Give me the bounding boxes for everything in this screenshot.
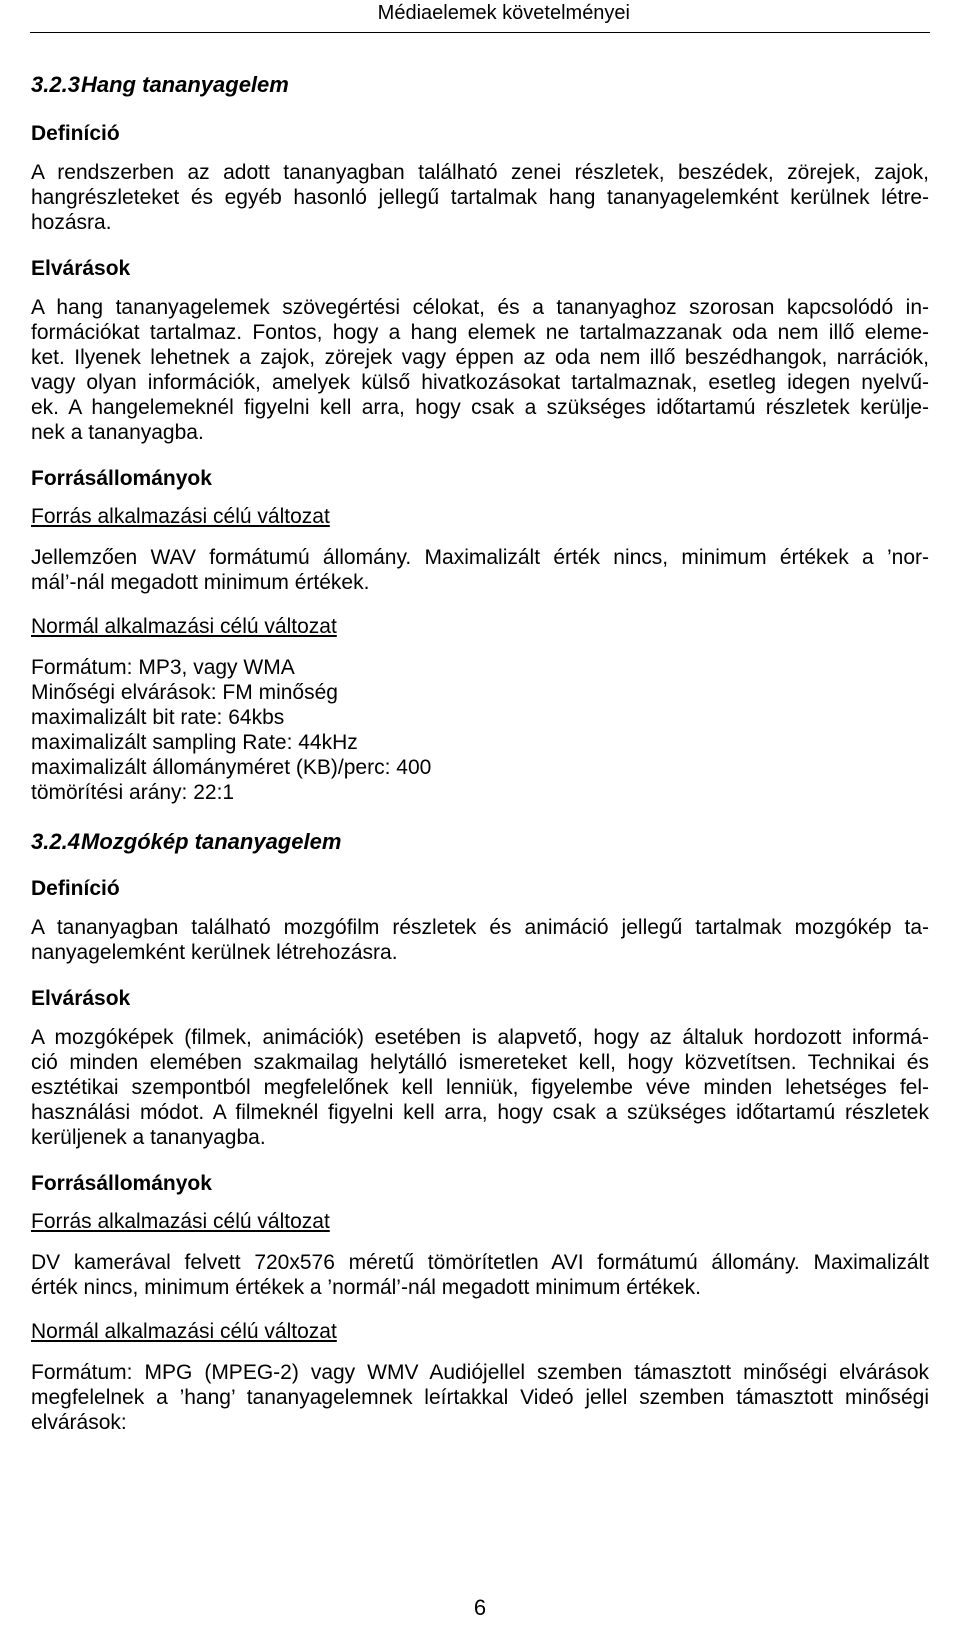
text-line: érték nincs, minimum értékek a ’normál’-nál megadott minimum értékek. xyxy=(31,1276,701,1299)
spec-line: tömörítési arány: 22:1 xyxy=(31,781,235,804)
spec-line: maximalizált sampling Rate: 44kHz xyxy=(31,731,358,754)
text-line: kerüljenek a tananyagba. xyxy=(31,1126,266,1149)
text-line: A mozgóképek (filmek, animációk) esetében is alapvető, hogy az általuk hordozott informá- xyxy=(31,1026,929,1049)
page-number: 6 xyxy=(473,1595,487,1620)
source-variant-paragraph xyxy=(31,545,929,595)
expectations-heading: Elvárások xyxy=(31,987,131,1010)
section-title-text: Hang tananyagelem xyxy=(81,72,289,97)
text-line: ket. Ilyenek lehetnek a zajok, zörejek vagy éppen az oda nem illő beszédhangok, narrációk, xyxy=(31,346,929,369)
source-variant-heading: Forrás alkalmazási célú változat xyxy=(31,505,330,528)
header-rule xyxy=(30,32,930,33)
text-line: megfelelnek a ’hang’ tananyagelemnek leírtakkal Videó jellel szemben támasztott minőségi xyxy=(31,1386,929,1409)
text-line: elvárások: xyxy=(31,1411,127,1434)
text-line: A rendszerben az adott tananyagban található zenei részletek, beszédek, zörejek, zajok, xyxy=(31,161,929,184)
text-line: hangrészleteket és egyéb hasonló jellegű tartalmak hang tananyagelemként kerülnek létre- xyxy=(31,186,929,209)
normal-variant-paragraph xyxy=(31,1360,929,1435)
text-line: hozásra. xyxy=(31,211,112,234)
spec-line: maximalizált állományméret (KB)/perc: 400 xyxy=(31,756,432,779)
page-content xyxy=(31,70,929,1435)
text-line: A tananyagban található mozgófilm részletek és animáció jellegű tartalmak mozgókép ta- xyxy=(31,916,929,939)
definition-paragraph xyxy=(31,160,929,235)
text-line: nek a tananyagba. xyxy=(31,421,204,444)
source-files-heading: Forrásállományok xyxy=(31,467,212,490)
text-line: DV kamerával felvett 720x576 méretű tömörítetlen AVI formátumú állomány. Maximalizált xyxy=(31,1251,929,1274)
section-title-text: Mozgókép tananyagelem xyxy=(81,829,342,854)
section-title-3-2-4 xyxy=(31,827,929,857)
section-number: 3.2.4 xyxy=(31,829,80,854)
definition-heading: Definíció xyxy=(31,122,120,145)
text-line: vagy olyan információk, amelyek külső hivatkozásokat tartalmaznak, esetleg idegen nyelvű- xyxy=(31,371,929,394)
normal-variant-heading: Normál alkalmazási célú változat xyxy=(31,1320,337,1343)
normal-variant-heading: Normál alkalmazási célú változat xyxy=(31,615,337,638)
section-title-3-2-3 xyxy=(31,70,929,100)
text-line: mál’-nál megadott minimum értékek. xyxy=(31,571,370,594)
expectations-paragraph xyxy=(31,295,929,445)
source-variant-heading: Forrás alkalmazási célú változat xyxy=(31,1210,330,1233)
source-variant-paragraph xyxy=(31,1250,929,1300)
definition-heading: Definíció xyxy=(31,877,120,900)
text-line: A hang tananyagelemek szövegértési célokat, és a tananyaghoz szorosan kapcsolódó in- xyxy=(31,296,929,319)
expectations-paragraph xyxy=(31,1025,929,1150)
definition-paragraph xyxy=(31,915,929,965)
spec-line: maximalizált bit rate: 64kbs xyxy=(31,706,285,729)
expectations-heading: Elvárások xyxy=(31,257,131,280)
text-line: használási módot. A filmeknél figyelni kell arra, hogy csak a szükséges időtartamú részletek xyxy=(31,1101,929,1124)
text-line: ció minden elemében szakmailag helytálló ismereteket kell, hogy közvetítsen. Technikai és xyxy=(31,1051,929,1074)
text-line: ek. A hangelemeknél figyelni kell arra, hogy csak a szükséges időtartamú részletek kerülje- xyxy=(31,396,929,419)
spec-line: Formátum: MP3, vagy WMA xyxy=(31,656,295,679)
spec-line: Minőségi elvárások: FM minőség xyxy=(31,681,338,704)
text-line: Formátum: MPG (MPEG-2) vagy WMV Audiójellel szemben támasztott minőségi elvárások xyxy=(31,1361,929,1384)
running-header: Médiaelemek követelményei xyxy=(377,2,630,24)
source-files-heading: Forrásállományok xyxy=(31,1172,212,1195)
section-number: 3.2.3 xyxy=(31,72,80,97)
text-line: nanyagelemként kerülnek létrehozásra. xyxy=(31,941,398,964)
text-line: esztétikai szempontból megfelelőnek kell lenniük, figyelembe véve minden lehetséges fel- xyxy=(31,1076,929,1099)
text-line: Jellemzően WAV formátumú állomány. Maximalizált érték nincs, minimum értékek a ’nor- xyxy=(31,546,929,569)
normal-variant-specs xyxy=(31,655,929,805)
text-line: formációkat tartalmaz. Fontos, hogy a hang elemek ne tartalmazzanak oda nem illő eleme- xyxy=(31,321,929,344)
